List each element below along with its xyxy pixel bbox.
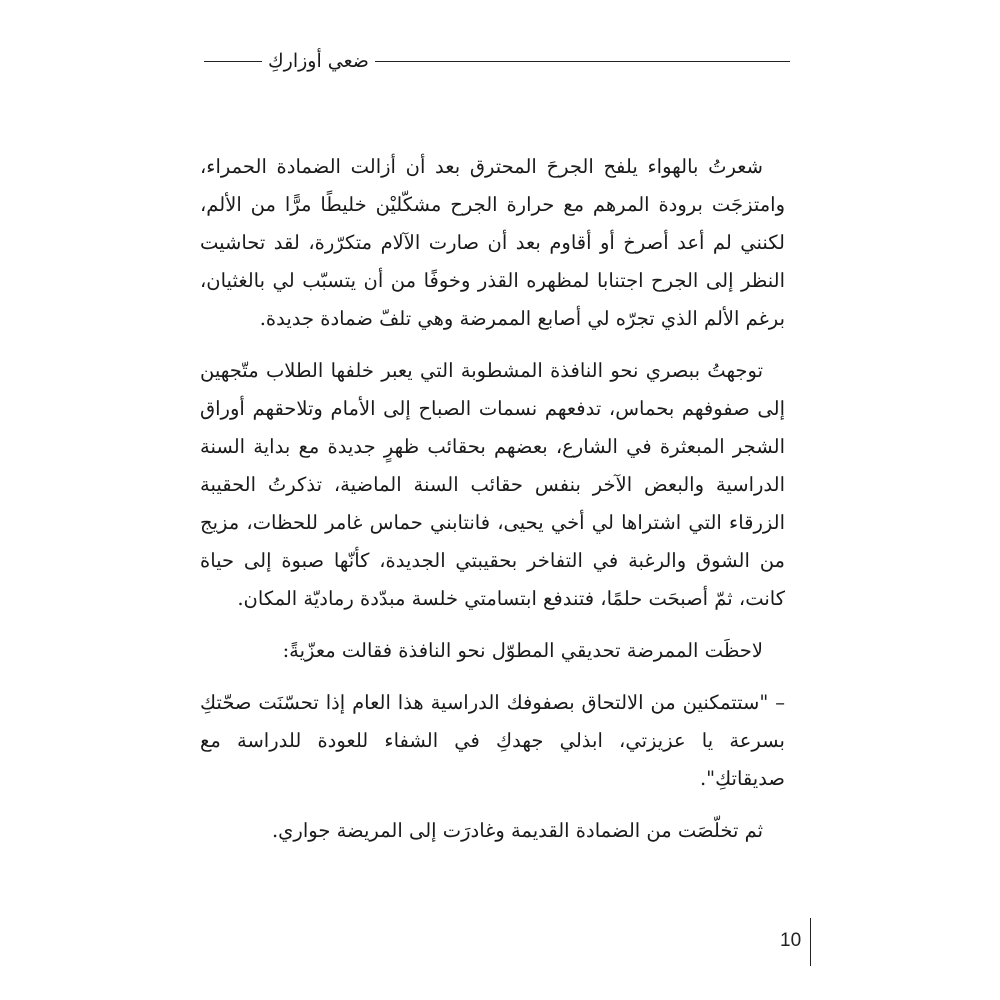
header-rule-right [204,61,262,62]
paragraph-5: ثم تخلّصَت من الضمادة القديمة وغادرَت إلى المريضة جواري. [271,819,763,842]
page-footer [780,918,820,966]
chapter-title: ضعي أوزاركِ [268,50,369,72]
paragraph-3: لاحظَت الممرضة تحديقي المطوّل نحو النافذة فقالت معزّيةً: [282,639,763,662]
paragraph-1: شعرتُ بالهواء يلفح الجرحَ المحترق بعد أن أزالت الضمادة الحمراء، وامتزجَت برودة المرهم مع حرارة الجرح مشكّليْن خليطًا مرًّا من الألم، لكنني لم أعد أصرخ أو أقاوم بعد أن صارت الآلام متكرّرة، لقد تحاشيت النظر إلى الجرح اجتنابا لمظهره القذر وخوفًا من أن يتسبّب لي بالغثيان، برغم الألم الذي تجرّه لي أصابع الممرضة وهي تلفّ ضمادة جديدة. [200,155,785,330]
page-number-rule [810,918,811,966]
body-text [200,148,785,864]
header-rule-left [375,61,790,62]
paragraph-2: توجهتُ ببصري نحو النافذة المشطوبة التي يعبر خلفها الطلاب متّجهين إلى صفوفهم بحماس، تدفعهم نسمات الصباح إلى الأمام وتلاحقهم أوراق الشجر المبعثرة في الشارع، بعضهم بحقائب ظهرٍ جديدة مع بداية السنة الدراسية والبعض الآخر بنفس حقائب السنة الماضية، تذكرتُ الحقيبة الزرقاء التي اشتراها لي أخي يحيى، فانتابني حماس غامر للحظات، مزيج من الشوق والرغبة في التفاخر بحقيبتي الجديدة، كأنّها صبوة إلى حياة كانت، ثمّ أصبحَت حلمًا، فتندفع ابتسامتي خلسة مبدّدة رماديّة المكان. [200,359,785,610]
running-header [198,46,790,76]
page-number: 10 [780,930,802,951]
paragraph-4-dialogue: – "ستتمكنين من الالتحاق بصفوفك الدراسية هذا العام إذا تحسّنَت صحّتكِ بسرعة يا عزيزتي، ابذلي جهدكِ في الشفاء للعودة للدراسة مع صديقاتكِ". [200,691,785,790]
